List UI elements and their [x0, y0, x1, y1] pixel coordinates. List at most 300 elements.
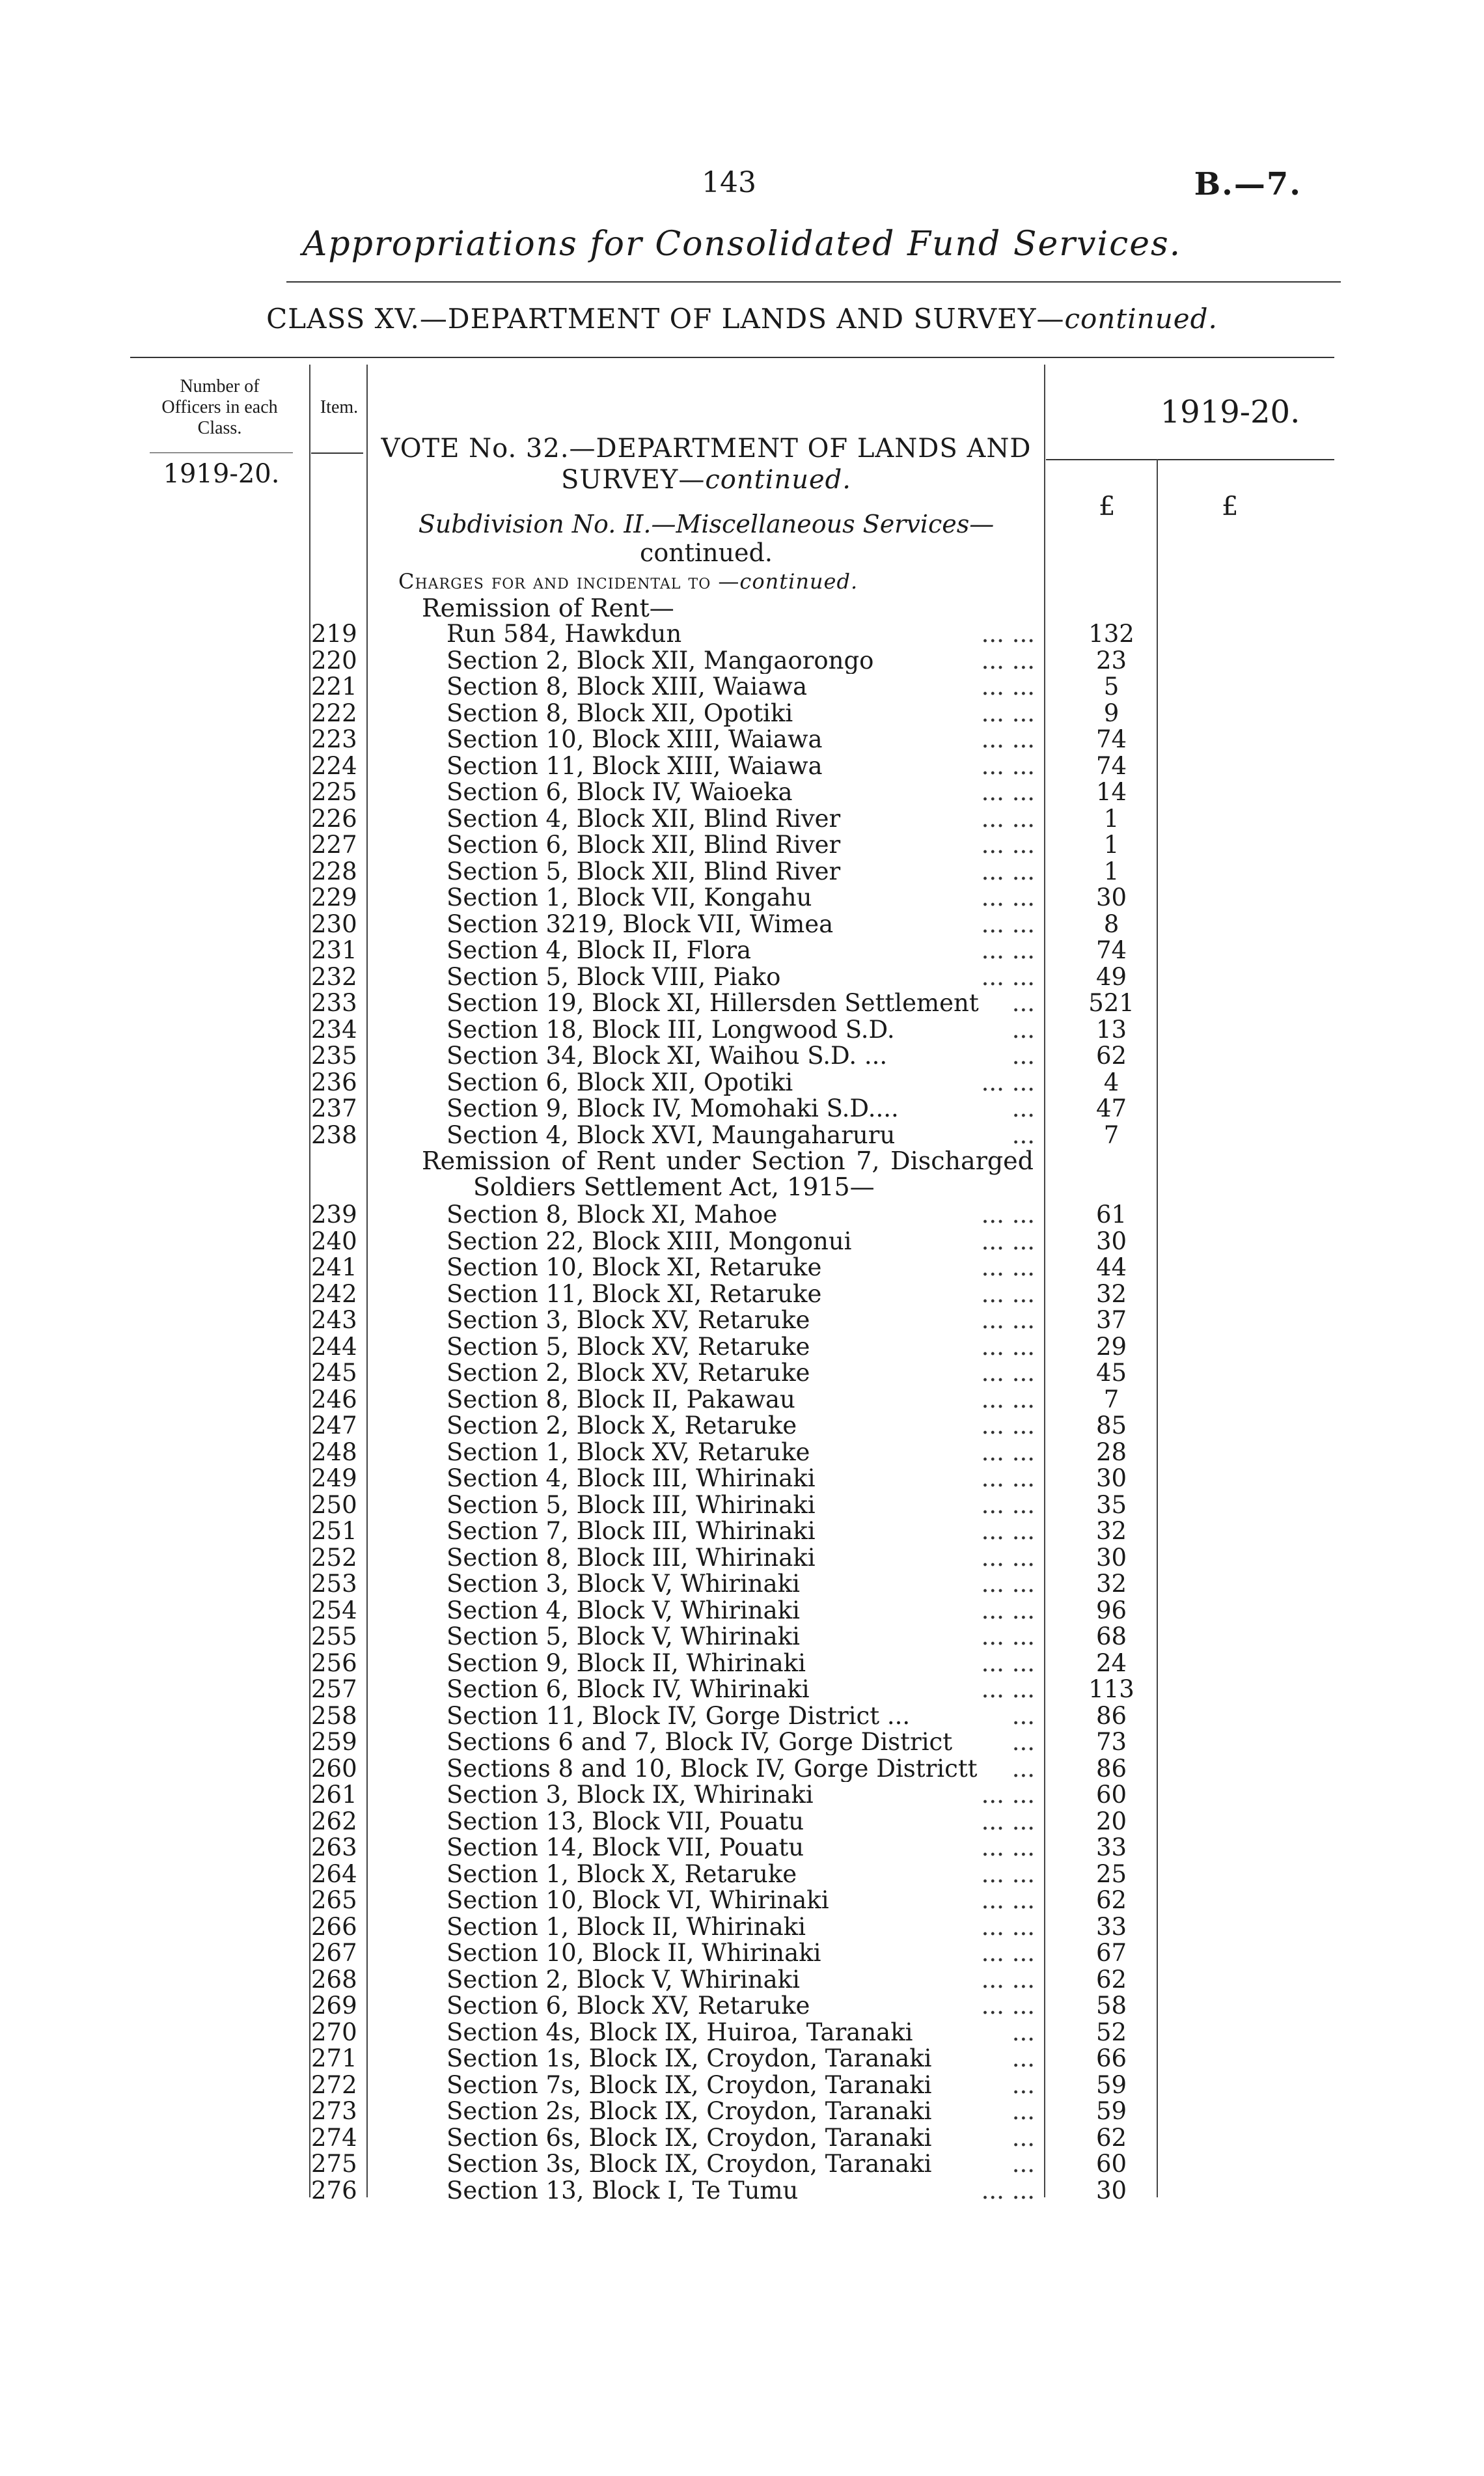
- item-number: 264: [311, 1859, 357, 1888]
- item-description: Section 9, Block IV, Momohaki S.D....: [447, 1096, 899, 1122]
- item-description: Section 2, Block XII, Mangaorongo: [447, 647, 874, 674]
- table-row: [0, 753, 1484, 780]
- pound-sign-left: £: [1099, 492, 1116, 522]
- table-row: [0, 1360, 1484, 1387]
- dot-leader: ... ...: [981, 1385, 1035, 1413]
- table-row: [0, 701, 1484, 727]
- item-number: 228: [311, 857, 357, 885]
- table-row: [0, 1017, 1484, 1044]
- class-heading: [130, 303, 1354, 335]
- dot-leader: ...: [1011, 1728, 1035, 1756]
- item-description: Section 2, Block XV, Retaruke: [447, 1360, 810, 1386]
- item-description: Section 13, Block I, Te Tumu: [447, 2177, 799, 2204]
- dot-leader: ... ...: [981, 2176, 1035, 2205]
- amount-value: 1: [1103, 857, 1120, 885]
- amount-value: 32: [1095, 1570, 1127, 1598]
- dot-leader: ... ...: [981, 1279, 1035, 1308]
- dot-leader: ... ...: [981, 1201, 1035, 1229]
- amount-value: 30: [1095, 883, 1127, 911]
- vote-title-line1: VOTE No. 32.—DEPARTMENT OF LANDS AND: [381, 434, 1032, 464]
- table-row: [0, 2072, 1484, 2099]
- table-row: [0, 1413, 1484, 1440]
- dot-leader: ... ...: [981, 646, 1035, 675]
- table-row: [0, 648, 1484, 675]
- table-row: [0, 885, 1484, 911]
- item-description: Section 11, Block XI, Retaruke: [447, 1281, 822, 1307]
- amount-value: 29: [1095, 1332, 1127, 1361]
- item-description: Section 7s, Block IX, Croydon, Taranaki: [447, 2072, 932, 2098]
- table-row: [0, 1835, 1484, 1861]
- item-number: 233: [311, 989, 357, 1017]
- amount-value: 59: [1095, 2097, 1127, 2125]
- dot-leader: ... ...: [981, 1570, 1035, 1598]
- item-number: 238: [311, 1120, 357, 1149]
- pound-sign-right: £: [1222, 492, 1239, 522]
- item-number: 236: [311, 1068, 357, 1096]
- dot-leader: ... ...: [981, 1068, 1035, 1096]
- amount-value: 24: [1095, 1648, 1127, 1677]
- item-description: Section 1, Block II, Whirinaki: [447, 1913, 806, 1940]
- dot-leader: ... ...: [981, 1912, 1035, 1941]
- item-number: 240: [311, 1227, 357, 1255]
- table-row: [0, 1967, 1484, 1994]
- table-row: [0, 1571, 1484, 1598]
- page-number: 143: [702, 166, 756, 199]
- amount-value: 45: [1095, 1359, 1127, 1387]
- item-description: Section 4, Block V, Whirinaki: [447, 1597, 800, 1624]
- item-description: Section 9, Block II, Whirinaki: [447, 1650, 806, 1676]
- item-number: 243: [311, 1306, 357, 1334]
- dot-leader: ... ...: [981, 857, 1035, 885]
- amount-value: 30: [1095, 1464, 1127, 1492]
- item-description: Section 22, Block XIII, Mongonui: [447, 1228, 852, 1255]
- item-description: Section 3, Block IX, Whirinaki: [447, 1782, 814, 1808]
- header-rule: [286, 281, 1341, 283]
- item-description: Sections 6 and 7, Block IV, Gorge District: [447, 1729, 953, 1755]
- table-row: [0, 1096, 1484, 1122]
- item-description: Section 2, Block X, Retaruke: [447, 1413, 797, 1439]
- item-number: 276: [311, 2176, 357, 2205]
- amount-value: 33: [1095, 1912, 1127, 1941]
- amount-value: 47: [1095, 1094, 1127, 1122]
- dot-leader: ... ...: [981, 1359, 1035, 1387]
- dot-leader: ... ...: [981, 1227, 1035, 1255]
- amount-value: 7: [1103, 1385, 1120, 1413]
- item-description: Section 5, Block III, Whirinaki: [447, 1492, 816, 1518]
- item-number: 219: [311, 620, 357, 648]
- item-number: 247: [311, 1412, 357, 1440]
- amount-value: 132: [1088, 620, 1134, 648]
- table-row: [0, 1545, 1484, 1572]
- item-number: 231: [311, 936, 357, 964]
- amount-value: 60: [1095, 1781, 1127, 1809]
- dot-leader: ... ...: [981, 962, 1035, 991]
- item-description: Section 5, Block V, Whirinaki: [447, 1624, 800, 1650]
- item-number: 251: [311, 1517, 357, 1545]
- dot-leader: ...: [1011, 1015, 1035, 1044]
- item-description: Section 3s, Block IX, Croydon, Taranaki: [447, 2151, 932, 2177]
- amount-value: 30: [1095, 2176, 1127, 2205]
- class-heading-continued: continued.: [1064, 303, 1218, 335]
- amount-value: 74: [1095, 725, 1127, 753]
- dot-leader: ...: [1011, 1120, 1035, 1149]
- item-number: 259: [311, 1728, 357, 1756]
- item-description: Section 4, Block XII, Blind River: [447, 805, 841, 832]
- item-description: Section 4, Block II, Flora: [447, 938, 752, 964]
- item-number: 223: [311, 725, 357, 753]
- officers-header-line2: Officers in each: [161, 397, 278, 417]
- table-row: [0, 727, 1484, 753]
- item-number: 246: [311, 1385, 357, 1413]
- item-description: Run 584, Hawkdun: [447, 621, 682, 647]
- subdivision-main: Subdivision No. II.—Miscellaneous Services—: [418, 510, 995, 538]
- item-number: 266: [311, 1912, 357, 1941]
- item-description: Section 10, Block XIII, Waiawa: [447, 727, 823, 753]
- dot-leader: ... ...: [981, 1253, 1035, 1281]
- item-description: Section 1, Block VII, Kongahu: [447, 885, 812, 911]
- subdivision-continued: continued.: [640, 538, 773, 567]
- table-row: [0, 1202, 1484, 1229]
- item-description: Section 4s, Block IX, Huiroa, Taranaki: [447, 2019, 913, 2046]
- amount-value: 35: [1095, 1490, 1127, 1519]
- amount-value: 62: [1095, 2123, 1127, 2152]
- dot-leader: ... ...: [981, 1464, 1035, 1492]
- table-row: [0, 806, 1484, 833]
- dot-leader: ... ...: [981, 1781, 1035, 1809]
- amount-value: 20: [1095, 1807, 1127, 1835]
- amount-value: 73: [1095, 1728, 1127, 1756]
- year-header-rule: [1046, 459, 1334, 460]
- item-description: Section 11, Block XIII, Waiawa: [447, 753, 823, 779]
- amount-value: 37: [1095, 1306, 1127, 1334]
- table-row: [0, 1518, 1484, 1545]
- table-row: [0, 1782, 1484, 1809]
- table-row: [0, 1281, 1484, 1308]
- charges-heading: [398, 569, 858, 594]
- table-row: [0, 674, 1484, 701]
- table-row: [0, 1809, 1484, 1835]
- dot-leader: ... ...: [981, 883, 1035, 911]
- item-number: 270: [311, 2018, 357, 2046]
- vote-title: [378, 433, 1035, 495]
- item-number: 267: [311, 1939, 357, 1967]
- vote-title-main: SURVEY—: [561, 465, 706, 495]
- item-description: Section 5, Block XV, Retaruke: [447, 1333, 810, 1360]
- item-description: Section 1, Block X, Retaruke: [447, 1861, 797, 1887]
- table-row: [0, 1466, 1484, 1492]
- amount-value: 67: [1095, 1939, 1127, 1967]
- amount-value: 66: [1095, 2044, 1127, 2072]
- item-column-header: Item.: [320, 397, 359, 417]
- item-number: 265: [311, 1886, 357, 1914]
- item-description: Section 8, Block III, Whirinaki: [447, 1544, 816, 1571]
- item-number: 271: [311, 2044, 357, 2072]
- item-number: 260: [311, 1754, 357, 1783]
- table-row: [0, 1703, 1484, 1730]
- subdivision-heading: [378, 510, 1035, 567]
- item-number: 227: [311, 831, 357, 859]
- item-number: 241: [311, 1253, 357, 1281]
- amount-year-header: 1919-20.: [1160, 394, 1300, 430]
- item-description: Section 14, Block VII, Pouatu: [447, 1835, 804, 1861]
- vote-title-line2: [378, 464, 1035, 495]
- item-number: 232: [311, 962, 357, 991]
- item-description: Section 5, Block XII, Blind River: [447, 858, 841, 885]
- amount-value: 68: [1095, 1622, 1127, 1650]
- item-description: Section 3, Block XV, Retaruke: [447, 1307, 810, 1333]
- amount-value: 28: [1095, 1438, 1127, 1466]
- amount-value: 25: [1095, 1859, 1127, 1888]
- dot-leader: ...: [1011, 2070, 1035, 2099]
- item-number: 253: [311, 1570, 357, 1598]
- amount-value: 32: [1095, 1279, 1127, 1308]
- dot-leader: ... ...: [981, 1543, 1035, 1572]
- item-description: Section 5, Block VIII, Piako: [447, 964, 781, 990]
- table-row: [0, 1756, 1484, 1783]
- table-row: [0, 621, 1484, 648]
- item-number: 254: [311, 1596, 357, 1624]
- table-row: [0, 1624, 1484, 1650]
- table-row: [0, 779, 1484, 806]
- table-row: [0, 2098, 1484, 2125]
- dot-leader: ... ...: [981, 778, 1035, 806]
- table-row: [0, 2125, 1484, 2152]
- dot-leader: ... ...: [981, 725, 1035, 753]
- dot-leader: ... ...: [981, 699, 1035, 727]
- table-row: [0, 2046, 1484, 2072]
- dot-leader: ... ...: [981, 1965, 1035, 1994]
- item-description: Section 10, Block II, Whirinaki: [447, 1940, 821, 1966]
- item-description: Section 1s, Block IX, Croydon, Taranaki: [447, 2046, 932, 2072]
- table-row: [0, 1334, 1484, 1361]
- item-number: 222: [311, 699, 357, 727]
- table-row: [0, 1676, 1484, 1703]
- amount-value: 62: [1095, 1886, 1127, 1914]
- item-number: 273: [311, 2097, 357, 2125]
- dot-leader: ... ...: [981, 831, 1035, 859]
- dot-leader: ... ...: [981, 1886, 1035, 1914]
- dot-leader: ...: [1011, 2044, 1035, 2072]
- table-row: [0, 1043, 1484, 1070]
- amount-value: 60: [1095, 2150, 1127, 2178]
- item-number: 252: [311, 1543, 357, 1572]
- amount-value: 33: [1095, 1833, 1127, 1861]
- item-description: Section 18, Block III, Longwood S.D.: [447, 1016, 895, 1043]
- dot-leader: ... ...: [981, 1675, 1035, 1703]
- amount-value: 14: [1095, 778, 1127, 806]
- item-description: Section 6, Block XII, Opotiki: [447, 1069, 793, 1096]
- running-title: Appropriations for Consolidated Fund Services.: [302, 225, 1182, 264]
- amount-value: 1: [1103, 831, 1120, 859]
- officers-header-rule: [150, 452, 293, 453]
- item-description: Sections 8 and 10, Block IV, Gorge Districtt: [447, 1755, 978, 1782]
- table-row: [0, 832, 1484, 859]
- officers-year-header: 1919-20.: [163, 459, 280, 489]
- dot-leader: ... ...: [981, 1939, 1035, 1967]
- item-description: Section 3, Block V, Whirinaki: [447, 1571, 800, 1597]
- dot-leader: ...: [1011, 2150, 1035, 2178]
- amount-value: 52: [1095, 2018, 1127, 2046]
- item-number: 257: [311, 1675, 357, 1703]
- item-description: Section 34, Block XI, Waihou S.D. ...: [447, 1043, 888, 1069]
- item-description: Section 3219, Block VII, Wimea: [447, 911, 834, 938]
- amount-value: 86: [1095, 1754, 1127, 1783]
- table-row: [0, 1993, 1484, 2020]
- item-description: Section 1, Block XV, Retaruke: [447, 1439, 810, 1466]
- item-number: 275: [311, 2150, 357, 2178]
- item-number: 234: [311, 1015, 357, 1044]
- dot-leader: ... ...: [981, 1648, 1035, 1677]
- dot-leader: ... ...: [981, 804, 1035, 833]
- table-row: [0, 1070, 1484, 1096]
- dot-leader: ...: [1011, 1042, 1035, 1070]
- item-number: 249: [311, 1464, 357, 1492]
- table-row: [0, 1861, 1484, 1888]
- table-row: [0, 1650, 1484, 1677]
- dot-leader: ... ...: [981, 1992, 1035, 2020]
- amount-value: 1: [1103, 804, 1120, 833]
- amount-value: 8: [1103, 910, 1120, 938]
- item-number: 262: [311, 1807, 357, 1835]
- item-description: Section 13, Block VII, Pouatu: [447, 1808, 804, 1835]
- document-code: B.—7.: [1194, 166, 1302, 202]
- item-number: 229: [311, 883, 357, 911]
- dot-leader: ...: [1011, 2018, 1035, 2046]
- table-row: [0, 859, 1484, 885]
- item-number: 245: [311, 1359, 357, 1387]
- table-row: [0, 964, 1484, 991]
- item-number: 237: [311, 1094, 357, 1122]
- dot-leader: ...: [1011, 1754, 1035, 1783]
- amount-value: 59: [1095, 2070, 1127, 2099]
- item-number: 255: [311, 1622, 357, 1650]
- amount-value: 4: [1103, 1068, 1120, 1096]
- item-number: 272: [311, 2070, 357, 2099]
- dot-leader: ... ...: [981, 1306, 1035, 1334]
- amount-value: 74: [1095, 936, 1127, 964]
- item-description: Section 6, Block IV, Waioeka: [447, 779, 793, 805]
- table-row: [0, 1387, 1484, 1413]
- amount-value: 58: [1095, 1992, 1127, 2020]
- table-top-rule: [130, 357, 1334, 358]
- amount-value: 13: [1095, 1015, 1127, 1044]
- amount-value: 30: [1095, 1227, 1127, 1255]
- discharged-group-heading: Remission of Rent under Section 7, Discharged: [422, 1147, 1034, 1175]
- amount-value: 74: [1095, 751, 1127, 780]
- item-description: Section 19, Block XI, Hillersden Settlement: [447, 990, 979, 1016]
- item-description: Section 8, Block II, Pakawau: [447, 1386, 795, 1413]
- item-description: Section 4, Block XVI, Maungaharuru: [447, 1122, 896, 1148]
- vote-title-continued: continued.: [705, 465, 851, 495]
- item-number: 269: [311, 1992, 357, 2020]
- item-description: Section 11, Block IV, Gorge District ...: [447, 1703, 911, 1729]
- dot-leader: ... ...: [981, 673, 1035, 701]
- dot-leader: ... ...: [981, 751, 1035, 780]
- item-description: Section 4, Block III, Whirinaki: [447, 1466, 816, 1492]
- dot-leader: ... ...: [981, 1438, 1035, 1466]
- item-number: 263: [311, 1833, 357, 1861]
- officers-header-line3: Class.: [197, 418, 242, 438]
- table-row: [0, 1307, 1484, 1334]
- item-description: Section 2, Block V, Whirinaki: [447, 1966, 800, 1993]
- charges-main: Charges for and incidental to —: [398, 569, 740, 594]
- amount-value: 86: [1095, 1701, 1127, 1730]
- item-number: 274: [311, 2123, 357, 2152]
- item-number: 230: [311, 910, 357, 938]
- table-row: [0, 1122, 1484, 1149]
- table-row: [0, 2020, 1484, 2046]
- table-row: [0, 1914, 1484, 1941]
- table-row: [0, 1940, 1484, 1967]
- class-heading-main: CLASS XV.—DEPARTMENT OF LANDS AND SURVEY—: [266, 303, 1065, 335]
- dot-leader: ... ...: [981, 1332, 1035, 1361]
- item-number: 258: [311, 1701, 357, 1730]
- officers-header-line1: Number of: [180, 376, 260, 396]
- item-number: 225: [311, 778, 357, 806]
- item-number: 220: [311, 646, 357, 675]
- item-description: Section 2s, Block IX, Croydon, Taranaki: [447, 2098, 932, 2124]
- amount-value: 5: [1103, 673, 1120, 701]
- item-description: Section 6, Block XII, Blind River: [447, 832, 841, 858]
- amount-value: 9: [1103, 699, 1120, 727]
- table-row: [0, 1229, 1484, 1255]
- table-row: [0, 990, 1484, 1017]
- item-number: 226: [311, 804, 357, 833]
- amount-value: 23: [1095, 646, 1127, 675]
- dot-leader: ... ...: [981, 1517, 1035, 1545]
- item-number: 239: [311, 1201, 357, 1229]
- amount-value: 85: [1095, 1412, 1127, 1440]
- amount-value: 30: [1095, 1543, 1127, 1572]
- table-row: [0, 1887, 1484, 1914]
- item-description: Section 6, Block XV, Retaruke: [447, 1993, 810, 2019]
- item-description: Section 6s, Block IX, Croydon, Taranaki: [447, 2124, 932, 2151]
- table-row: [0, 1255, 1484, 1281]
- item-description: Section 8, Block XIII, Waiawa: [447, 674, 808, 700]
- item-number: 224: [311, 751, 357, 780]
- amount-value: 49: [1095, 962, 1127, 991]
- table-row: [0, 2151, 1484, 2178]
- table-row: [0, 911, 1484, 938]
- dot-leader: ... ...: [981, 1412, 1035, 1440]
- item-description: Section 10, Block XI, Retaruke: [447, 1255, 822, 1281]
- dot-leader: ... ...: [981, 1807, 1035, 1835]
- table-row: [0, 1440, 1484, 1466]
- item-number: 244: [311, 1332, 357, 1361]
- table-row: [0, 2178, 1484, 2205]
- item-description: Section 8, Block XII, Opotiki: [447, 700, 793, 727]
- dot-leader: ... ...: [981, 936, 1035, 964]
- item-number: 248: [311, 1438, 357, 1466]
- dot-leader: ...: [1011, 1701, 1035, 1730]
- amount-value: 7: [1103, 1120, 1120, 1149]
- item-number: 256: [311, 1648, 357, 1677]
- item-description: Section 6, Block IV, Whirinaki: [447, 1676, 810, 1703]
- item-description: Section 8, Block XI, Mahoe: [447, 1202, 778, 1228]
- item-number: 261: [311, 1781, 357, 1809]
- amount-value: 113: [1088, 1675, 1134, 1703]
- discharged-group-heading-line2: Soldiers Settlement Act, 1915—: [473, 1173, 875, 1201]
- item-number: 268: [311, 1965, 357, 1994]
- table-row: [0, 1729, 1484, 1756]
- amount-value: 62: [1095, 1965, 1127, 1994]
- amount-value: 61: [1095, 1201, 1127, 1229]
- table-row: [0, 938, 1484, 964]
- amount-value: 32: [1095, 1517, 1127, 1545]
- amount-value: 96: [1095, 1596, 1127, 1624]
- amount-value: 521: [1088, 989, 1134, 1017]
- dot-leader: ... ...: [981, 910, 1035, 938]
